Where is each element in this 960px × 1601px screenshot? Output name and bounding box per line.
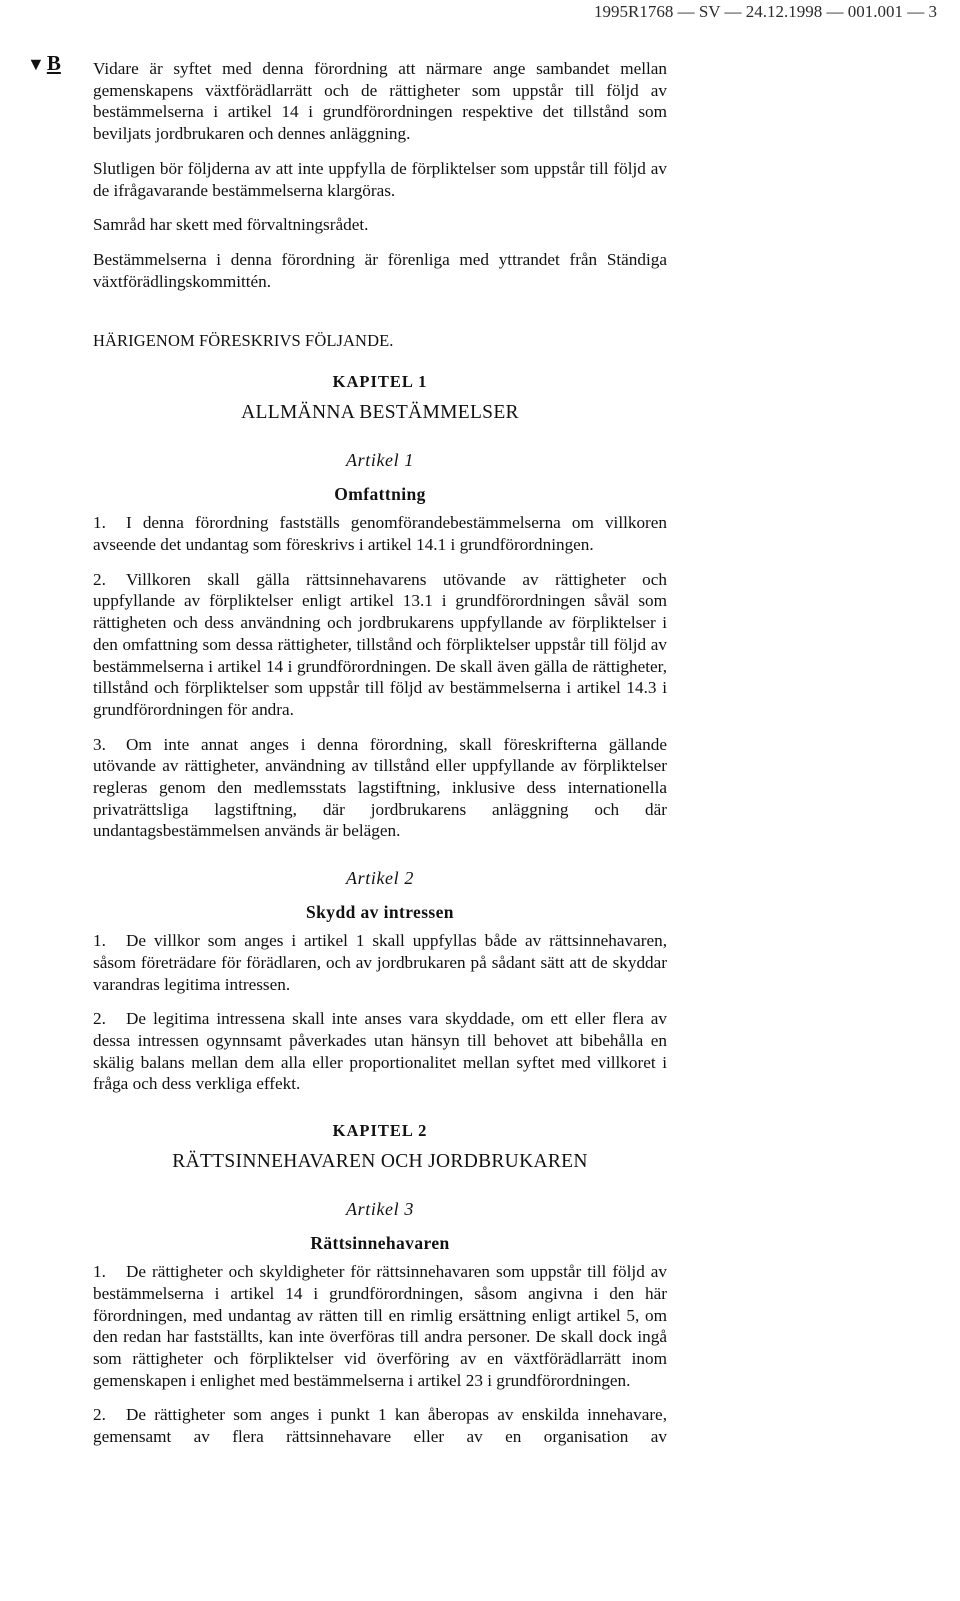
paragraph-number: 1. bbox=[93, 513, 106, 533]
article-title: Skydd av intressen bbox=[306, 902, 454, 923]
paragraph-number: 3. bbox=[93, 734, 106, 754]
article-paragraph bbox=[93, 930, 667, 995]
article-paragraph bbox=[93, 1008, 667, 1095]
recital-paragraph: Vidare är syftet med denna förordning att närmare ange sambandet mellan gemenskapens växtförädlarrätt och de rättigheter som uppstår till följd av bestämmelserna i artikel 14 i grundförordningen respektive det tillstånd som beviljats jordbrukaren och dennes anläggning. bbox=[93, 59, 667, 144]
recital-paragraph: Bestämmelserna i denna förordning är förenliga med yttrandet från Ständiga växtförädlingskommittén. bbox=[93, 249, 667, 291]
article-label: Artikel 3 bbox=[346, 1199, 414, 1220]
document-reference-header: 1995R1768 — SV — 24.12.1998 — 001.001 — 3 bbox=[593, 2, 937, 21]
paragraph-number: 2. bbox=[93, 1009, 106, 1029]
enactment-formula: HÄRIGENOM FÖRESKRIVS FÖLJANDE. bbox=[93, 331, 394, 351]
paragraph-number: 1. bbox=[93, 1262, 106, 1282]
paragraph-text: De villkor som anges i artikel 1 skall uppfyllas både av rättsinnehavaren, såsom företrädare för förädlaren, och av jordbrukaren på sådant sätt att de skyddar varandras legitima intressen. bbox=[93, 931, 667, 994]
article-paragraph bbox=[93, 1261, 667, 1391]
article-paragraph bbox=[93, 734, 667, 843]
article-title: Rättsinnehavaren bbox=[310, 1233, 450, 1254]
document-body bbox=[93, 58, 667, 1461]
recital-paragraph: Samråd har skett med förvaltningsrådet. bbox=[93, 215, 369, 235]
triangle-down-icon: ▼ bbox=[27, 54, 45, 74]
amendment-marker bbox=[27, 52, 61, 75]
paragraph-number: 2. bbox=[93, 569, 106, 589]
recital-paragraph: Slutligen bör följderna av att inte uppfylla de förpliktelser som uppstår till följd av de ifrågavarande bestämmelserna klargöras. bbox=[93, 158, 667, 200]
chapter-label: KAPITEL 2 bbox=[332, 1121, 428, 1141]
paragraph-number: 1. bbox=[93, 931, 106, 951]
paragraph-text: Om inte annat anges i denna förordning, skall föreskrifterna gällande utövande av rättigheter, användning av tillstånd eller uppfyllande av förpliktelser regleras genom den medlemsstats lagstiftning, inklusive dess internationella privaträttsliga lagstiftning, där jordbrukarens anläggning och där undantagsbestämmelsen används är belägen. bbox=[93, 734, 667, 841]
article-paragraph bbox=[93, 512, 667, 555]
article-label: Artikel 2 bbox=[346, 868, 414, 889]
article-paragraph bbox=[93, 569, 667, 721]
article-label: Artikel 1 bbox=[346, 450, 414, 471]
paragraph-text: De rättigheter som anges i punkt 1 kan åberopas av enskilda innehavare, gemensamt av flera rättsinnehavare eller av en organisation av bbox=[93, 1405, 667, 1447]
chapter-title: ALLMÄNNA BESTÄMMELSER bbox=[241, 402, 519, 424]
paragraph-number: 2. bbox=[93, 1405, 106, 1425]
article-title: Omfattning bbox=[334, 484, 426, 505]
paragraph-text: De legitima intressena skall inte anses vara skyddade, om ett eller flera av dessa intressen ogynnsamt påverkades utan hänsyn till behovet att bibehålla en skälig balans mellan dem alla eller proportionalitet mellan syftet med villkoret i fråga och dess verkliga effekt. bbox=[93, 1009, 667, 1094]
chapter-title: RÄTTSINNEHAVAREN OCH JORDBRUKAREN bbox=[172, 1151, 588, 1173]
chapter-label: KAPITEL 1 bbox=[332, 372, 428, 392]
paragraph-text: De rättigheter och skyldigheter för rättsinnehavaren som uppstår till följd av bestämmelserna i artikel 14 i grundförordningen, såsom angivna i den här förordningen, med undantag av rätten till en rimlig ersättning enligt artikel 5, om den redan har fastställts, kan inte överföras till andra personer. De skall dock ingå som rättigheter och förpliktelser vid överföring av en växtförädlarrätt inom gemenskapen i enlighet med bestämmelserna i artikel 23 i grundförordningen. bbox=[93, 1262, 667, 1390]
paragraph-text: Villkoren skall gälla rättsinnehavarens utövande av rättigheter och uppfyllande av förpliktelser enligt artikel 13.1 i grundförordningen såväl som rättigheten och dess användning och jordbrukarens uppfyllande av förpliktelser i den omfattning som dessa rättigheter, tillstånd och förpliktelser uppstår till följd av bestämmelserna i artikel 14 i grundförordningen. De skall även gälla de rättigheter, tillstånd och förpliktelser som uppstår till följd av bestämmelserna i artikel 14.3 i grundförordningen för andra. bbox=[93, 569, 667, 719]
paragraph-text: I denna förordning fastställs genomförandebestämmelserna om villkoren avseende det undantag som föreskrivs i artikel 14.1 i grundförordningen. bbox=[93, 513, 667, 555]
article-paragraph bbox=[93, 1404, 667, 1447]
amendment-marker-label: B bbox=[46, 51, 61, 75]
